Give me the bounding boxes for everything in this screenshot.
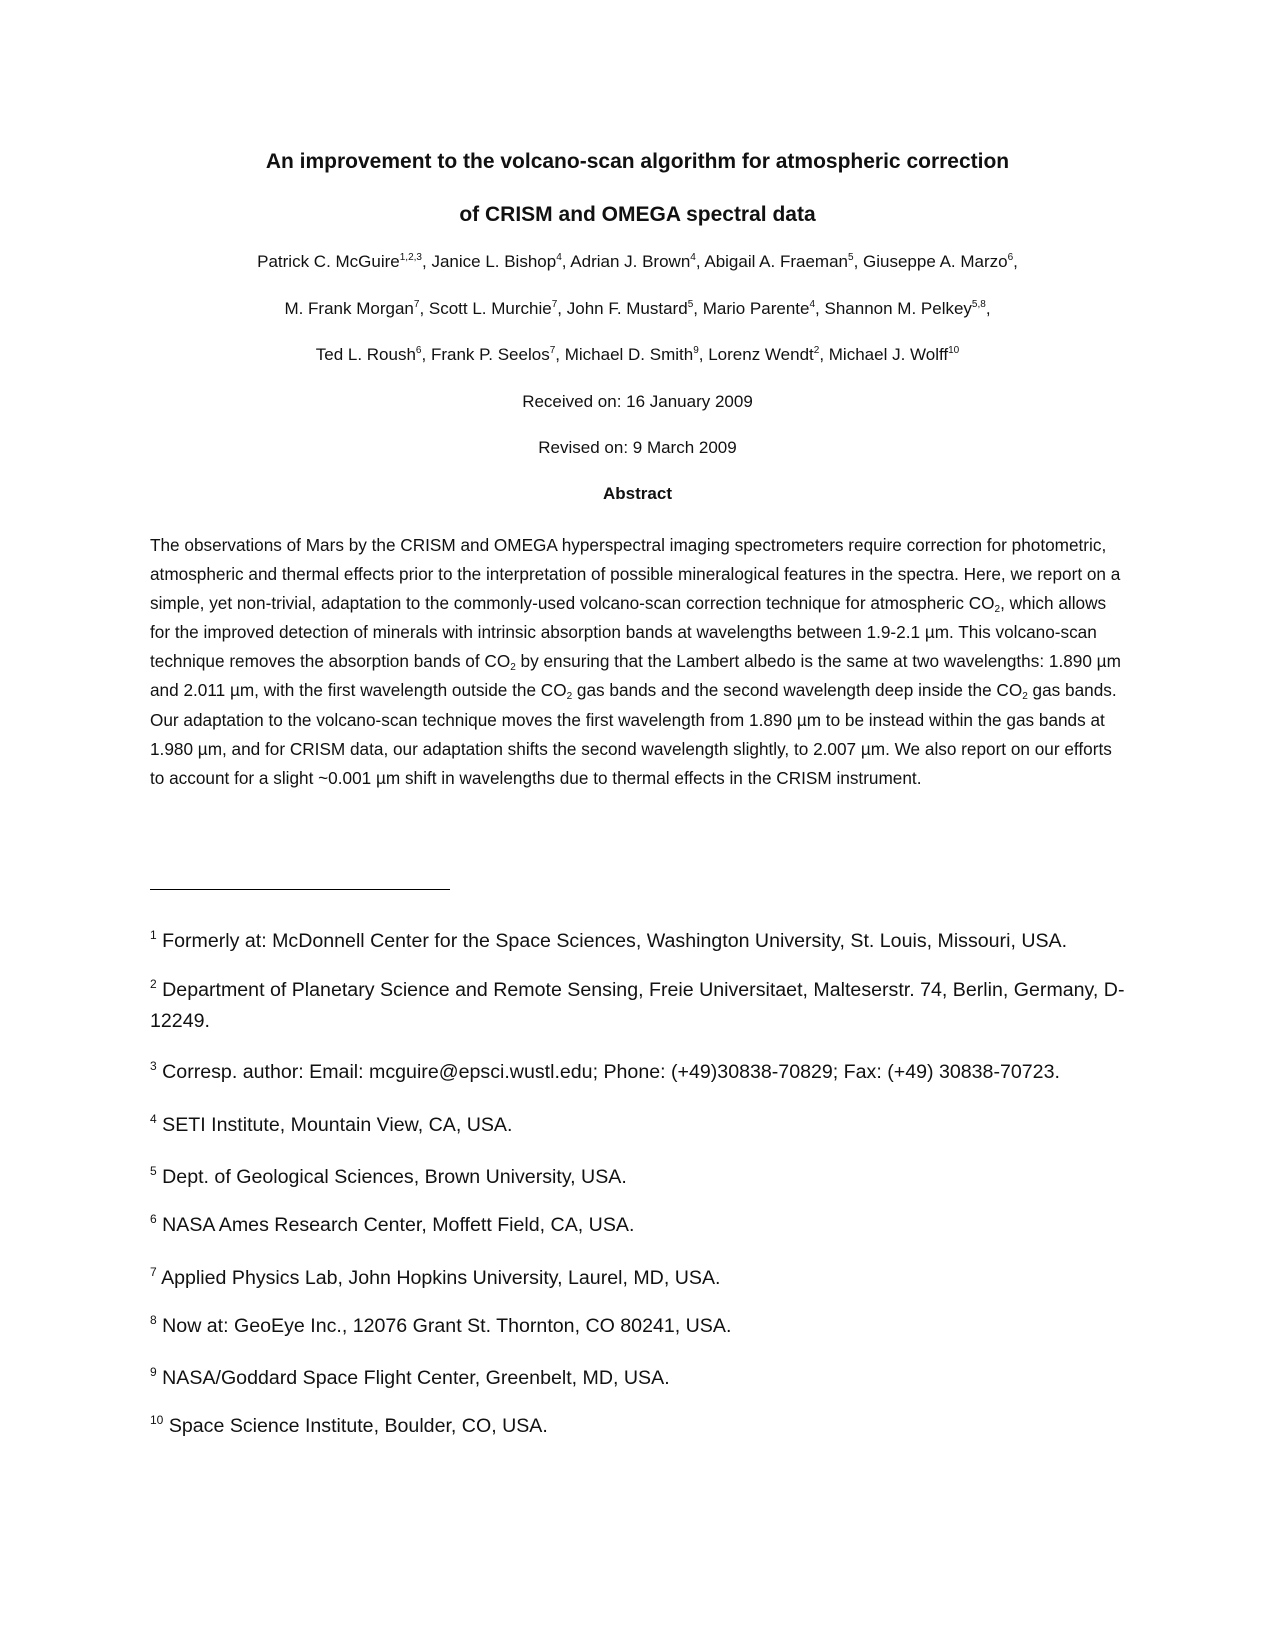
footnote-text: SETI Institute, Mountain View, CA, USA. <box>162 1114 513 1136</box>
author-affiliation: 5 <box>687 299 694 310</box>
author-name: Shannon M. Pelkey <box>824 299 972 318</box>
author-affiliation: 4 <box>690 252 696 263</box>
author-name: Mario Parente <box>702 299 810 318</box>
author-name: John F. Mustard <box>566 299 688 318</box>
paper-title-line-2: of CRISM and OMEGA spectral data <box>459 203 816 226</box>
abstract-text: The observations of Mars by the CRISM and OMEGA hyperspectral imaging spectrometers require correction for photometric, atmospheric and thermal effects prior to the interpretation of possible mineralogical features in the spectra. Here, we report on a simple, yet non-trivial, adaptation to the commonly-used volcano-scan correction technique for atmospheric CO <box>150 535 1121 614</box>
author-affiliation: 6 <box>1007 252 1014 263</box>
footnote <box>150 975 1130 1037</box>
author-affiliation: 2 <box>813 345 820 356</box>
footnote <box>150 1110 1130 1141</box>
received-date: Received on: 16 January 2009 <box>522 392 753 411</box>
footnote-text: Formerly at: McDonnell Center for the Space Sciences, Washington University, St. Louis, Missouri, USA. <box>162 930 1068 952</box>
author-affiliation: 7 <box>549 345 556 356</box>
author-name: Michael D. Smith <box>564 345 694 364</box>
footnote-number: 2 <box>150 977 157 991</box>
author-name: Giuseppe A. Marzo <box>863 252 1008 271</box>
footnote <box>150 1311 1130 1342</box>
author-affiliation: 6 <box>415 345 422 356</box>
subscript: 2 <box>566 691 573 703</box>
footnote-number: 8 <box>150 1313 157 1327</box>
footnote <box>150 1263 1130 1294</box>
abstract-heading: Abstract <box>603 484 672 503</box>
paper-title-line-1: An improvement to the volcano-scan algorithm for atmospheric correction <box>265 150 1010 173</box>
author-affiliation: 10 <box>948 345 960 356</box>
footnote-number: 1 <box>150 928 157 942</box>
author-affiliation: 9 <box>693 345 699 356</box>
footnote <box>150 926 1130 957</box>
author-line-3: Ted L. Roush$^6$, Frank P. Seelos$^7$, Michael D. Smith$^9$, Lorenz Wendt$^2$, Michael J. Wolff$^{10}$ <box>315 345 960 364</box>
footnote-separator <box>150 889 450 890</box>
author-name: Scott L. Murchie <box>428 299 552 318</box>
abstract-text: by ensuring that the Lambert albedo is the same at two wavelengths: 1.890 µm and 2.011 µm, with the first wavelength outside the CO <box>150 651 1121 701</box>
author-name: Frank P. Seelos <box>430 345 550 364</box>
author-line-1: Patrick C. McGuire$^{1,2,3}$, Janice L. Bishop$^4$, Adrian J. Brown$^4$, Abigail A. Fraeman$^5$, Giuseppe A. Marzo$^6$, <box>257 252 1018 271</box>
author-line-2: M. Frank Morgan$^7$, Scott L. Murchie$^7$, John F. Mustard$^5$, Mario Parente$^4$, Shannon M. Pelkey$^{5,8}$, <box>284 299 991 318</box>
footnote <box>150 1363 1130 1394</box>
author-name: M. Frank Morgan <box>284 299 414 318</box>
author-name: Abigail A. Fraeman <box>704 252 848 271</box>
author-affiliation: 5 <box>848 252 854 263</box>
subscript: 2 <box>1022 691 1028 703</box>
footnote-number: 6 <box>150 1212 157 1226</box>
abstract-text: gas bands and the second wavelength deep inside the CO <box>572 680 1023 701</box>
author-name: Ted L. Roush <box>315 345 416 364</box>
author-affiliation: 4 <box>809 299 816 310</box>
subscript: 2 <box>510 662 516 674</box>
footnote-number: 5 <box>150 1164 157 1178</box>
abstract-text: , which allows for the improved detection of minerals with intrinsic absorption bands at wavelengths between 1.9-2.1 µm. This volcano-scan technique removes the absorption bands of CO <box>150 593 1107 672</box>
author-affiliation: 7 <box>551 299 558 310</box>
footnote-number: 7 <box>150 1265 157 1279</box>
author-name: Michael J. Wolff <box>828 345 949 364</box>
footnote-text: Now at: GeoEye Inc., 12076 Grant St. Thornton, CO 80241, USA. <box>162 1315 732 1337</box>
footnote-text: Department of Planetary Science and Remote Sensing, Freie Universitaet, Malteserstr. 74, Berlin, Germany, D-12249. <box>150 979 1125 1032</box>
author-affiliation: 7 <box>413 299 420 310</box>
footnote <box>150 1210 1130 1241</box>
footnote-number: 4 <box>150 1112 157 1126</box>
footnote-number: 9 <box>150 1365 157 1379</box>
footnote <box>150 1411 1130 1442</box>
author-name: Janice L. Bishop <box>431 252 557 271</box>
footnote-text: Space Science Institute, Boulder, CO, USA. <box>168 1415 548 1437</box>
footnote-text: NASA Ames Research Center, Moffett Field, CA, USA. <box>162 1214 635 1236</box>
footnote-text: Dept. of Geological Sciences, Brown University, USA. <box>162 1166 627 1188</box>
author-affiliation: 5,8 <box>971 299 986 310</box>
author-affiliation: 4 <box>556 252 562 263</box>
author-name: Lorenz Wendt <box>708 345 814 364</box>
revised-date: Revised on: 9 March 2009 <box>538 438 737 457</box>
footnote <box>150 1162 1130 1193</box>
footnote-text: NASA/Goddard Space Flight Center, Greenbelt, MD, USA. <box>162 1367 670 1389</box>
footnote-text: Applied Physics Lab, John Hopkins University, Laurel, MD, USA. <box>161 1267 721 1289</box>
subscript: 2 <box>994 604 1001 616</box>
footnote <box>150 1057 1130 1088</box>
abstract-body <box>150 531 1125 793</box>
footnote-number: 10 <box>150 1413 164 1427</box>
author-name: Adrian J. Brown <box>570 252 691 271</box>
author-affiliation: 1,2,3 <box>399 252 422 263</box>
footnote-number: 3 <box>150 1059 157 1073</box>
footnote-text: Corresp. author: Email: mcguire@epsci.wustl.edu; Phone: (+49)30838-70829; Fax: (+49) 30838-70723. <box>162 1061 1060 1083</box>
author-name: Patrick C. McGuire <box>257 252 400 271</box>
abstract-text: gas bands. Our adaptation to the volcano-scan technique moves the first wavelength from 1.890 µm to be instead within the gas bands at 1.980 µm, and for CRISM data, our adaptation shifts the second wavelength slightly, to 2.007 µm. We also report on our efforts to account for a slight ~0.001 µm shift in wavelengths due to thermal effects in the CRISM instrument. <box>150 680 1117 788</box>
